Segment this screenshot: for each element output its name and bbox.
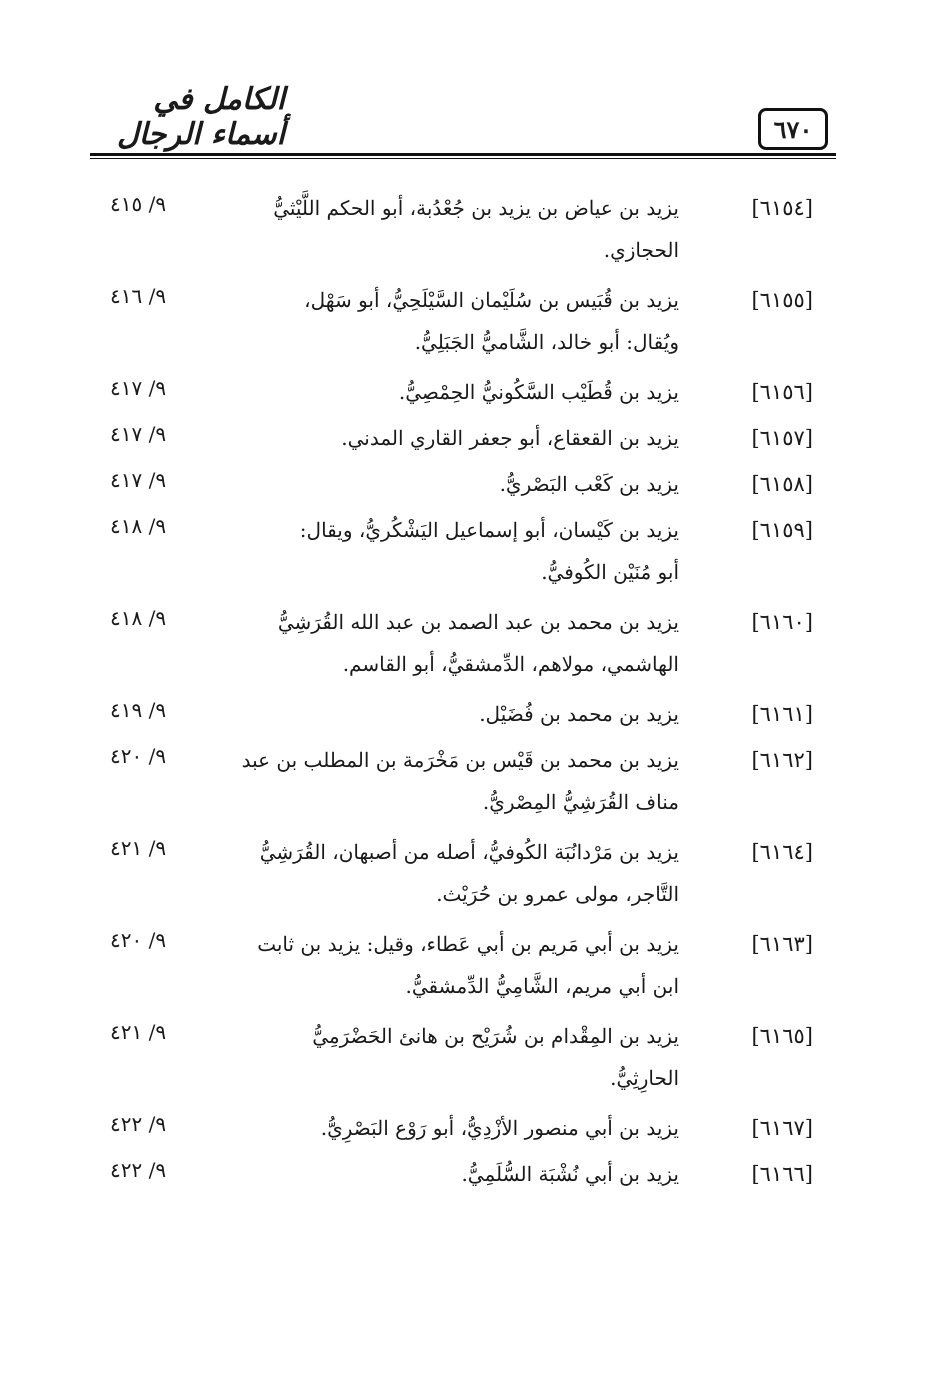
entry-line: [0, 236, 941, 282]
entry-line: [0, 696, 941, 742]
entry-text: يزيد بن كَيْسان، أبو إسماعيل اليَشْكُريُّ، ويقال:: [299, 518, 679, 542]
volume-page-reference: ٩/ ٤١٨: [110, 606, 167, 630]
entry-text: أبو مُنَيْن الكُوفيُّ.: [541, 560, 679, 584]
entry: [0, 466, 941, 512]
entry-number: [٦١٥٧]: [751, 426, 813, 450]
volume-page-reference: ٩/ ٤١٨: [110, 514, 167, 538]
entry-line: [0, 1018, 941, 1064]
entry-line: [0, 604, 941, 650]
entry-line: [0, 1064, 941, 1110]
entry-text: التَّاجر، مولى عمرو بن حُرَيْث.: [436, 882, 679, 906]
volume-page-reference: ٩/ ٤٢٢: [110, 1158, 167, 1182]
page-number: ٦٧٠: [758, 108, 828, 150]
book-title: الكامل في أسماء الرجال: [116, 82, 285, 152]
entry-number: [٦١٥٥]: [751, 288, 813, 312]
entry: [0, 512, 941, 604]
entry-line: [0, 1110, 941, 1156]
volume-page-reference: ٩/ ٤٢١: [110, 1020, 167, 1044]
entry-number: [٦١٥٦]: [751, 380, 813, 404]
entry-text: الحجازي.: [603, 238, 679, 262]
entry-text: يزيد بن القعقاع، أبو جعفر القاري المدني.: [341, 426, 679, 450]
volume-page-reference: ٩/ ٤١٧: [110, 422, 167, 446]
volume-page-reference: ٩/ ٤١٧: [110, 376, 167, 400]
entry-number: [٦١٥٨]: [751, 472, 813, 496]
volume-page-reference: ٩/ ٤٢٠: [110, 744, 167, 768]
entry-line: [0, 972, 941, 1018]
entry: [0, 926, 941, 1018]
entry-text: ابن أبي مريم، الشَّامِيُّ الدِّمشقيُّ.: [405, 974, 679, 998]
entry-number: [٦١٦٢]: [751, 748, 813, 772]
entry: [0, 834, 941, 926]
header-rule: [90, 153, 836, 156]
entry-number: [٦١٦٦]: [751, 1162, 813, 1186]
entry: [0, 604, 941, 696]
entry-line: [0, 282, 941, 328]
header-rule-thin: [90, 158, 836, 159]
entry-line: [0, 420, 941, 466]
entry: [0, 1110, 941, 1156]
entry-number: [٦١٥٩]: [751, 518, 813, 542]
volume-page-reference: ٩/ ٤٢٠: [110, 928, 167, 952]
entry-text: مناف القُرَشِيُّ المِصْريُّ.: [482, 790, 679, 814]
entry: [0, 420, 941, 466]
entry-line: [0, 650, 941, 696]
entry-number: [٦١٦٥]: [751, 1024, 813, 1048]
entry-number: [٦١٦٤]: [751, 840, 813, 864]
entry-text: يزيد بن أبي نُشْبَة السُّلَمِيُّ.: [461, 1162, 679, 1186]
entry-text: يزيد بن المِقْدام بن شُرَيْح بن هانئ الحَضْرَمِيُّ: [312, 1024, 679, 1048]
entry-line: [0, 742, 941, 788]
entry-text: يزيد بن عياض بن يزيد بن جُعْدُبة، أبو الحكم اللَّيْثيُّ: [273, 196, 679, 220]
entry-text: يزيد بن محمد بن فُضَيْل.: [479, 702, 679, 726]
entry-line: [0, 512, 941, 558]
entry-text: ويُقال: أبو خالد، الشَّاميُّ الجَبَلِيُّ.: [414, 330, 679, 354]
volume-page-reference: ٩/ ٤٢١: [110, 836, 167, 860]
entry-number: [٦١٦٣]: [751, 932, 813, 956]
entry-line: [0, 190, 941, 236]
entry-line: [0, 788, 941, 834]
entry: [0, 190, 941, 282]
entry-line: [0, 466, 941, 512]
entry-text: الحارِثِيُّ.: [610, 1066, 679, 1090]
entry-text: يزيد بن قُطَيْب السَّكُونيُّ الحِمْصِيُّ.: [398, 380, 679, 404]
entry-line: [0, 880, 941, 926]
volume-page-reference: ٩/ ٤٢٢: [110, 1112, 167, 1136]
entry: [0, 1156, 941, 1202]
entry-text: يزيد بن قُبَيس بن سُلَيْمان السَّيْلَحِيُّ، أبو سَهْل،: [304, 288, 679, 312]
entry-number: [٦١٥٤]: [751, 196, 813, 220]
entry-text: يزيد بن محمد بن عبد الصمد بن عبد الله القُرَشِيُّ: [277, 610, 679, 634]
entry-line: [0, 328, 941, 374]
entry: [0, 374, 941, 420]
entry-text: يزيد بن أبي مَريم بن أبي عَطاء، وقيل: يزيد بن ثابت: [257, 932, 679, 956]
entry-text: يزيد بن مَرْدانُبَة الكُوفيُّ، أصله من أصبهان، القُرَشِيُّ: [259, 840, 679, 864]
entry-line: [0, 558, 941, 604]
entry-line: [0, 926, 941, 972]
volume-page-reference: ٩/ ٤١٧: [110, 468, 167, 492]
entry: [0, 282, 941, 374]
volume-page-reference: ٩/ ٤١٦: [110, 284, 167, 308]
entry: [0, 696, 941, 742]
page-header: [0, 0, 941, 170]
entry-line: [0, 374, 941, 420]
entry: [0, 1018, 941, 1110]
entry-number: [٦١٦٠]: [751, 610, 813, 634]
entry-list: [0, 190, 941, 1202]
entry: [0, 742, 941, 834]
entry-line: [0, 834, 941, 880]
entry-text: يزيد بن أبي منصور الأزْدِيُّ، أبو رَوْع البَصْرِيُّ.: [320, 1116, 679, 1140]
entry-number: [٦١٦٧]: [751, 1116, 813, 1140]
entry-text: يزيد بن محمد بن قَيْس بن مَخْرَمة بن المطلب بن عبد: [241, 748, 679, 772]
volume-page-reference: ٩/ ٤١٩: [110, 698, 167, 722]
entry-text: الهاشمي، مولاهم، الدِّمشقيُّ، أبو القاسم.: [342, 652, 679, 676]
entry-text: يزيد بن كَعْب البَصْريُّ.: [499, 472, 679, 496]
volume-page-reference: ٩/ ٤١٥: [110, 192, 167, 216]
entry-number: [٦١٦١]: [751, 702, 813, 726]
entry-line: [0, 1156, 941, 1202]
